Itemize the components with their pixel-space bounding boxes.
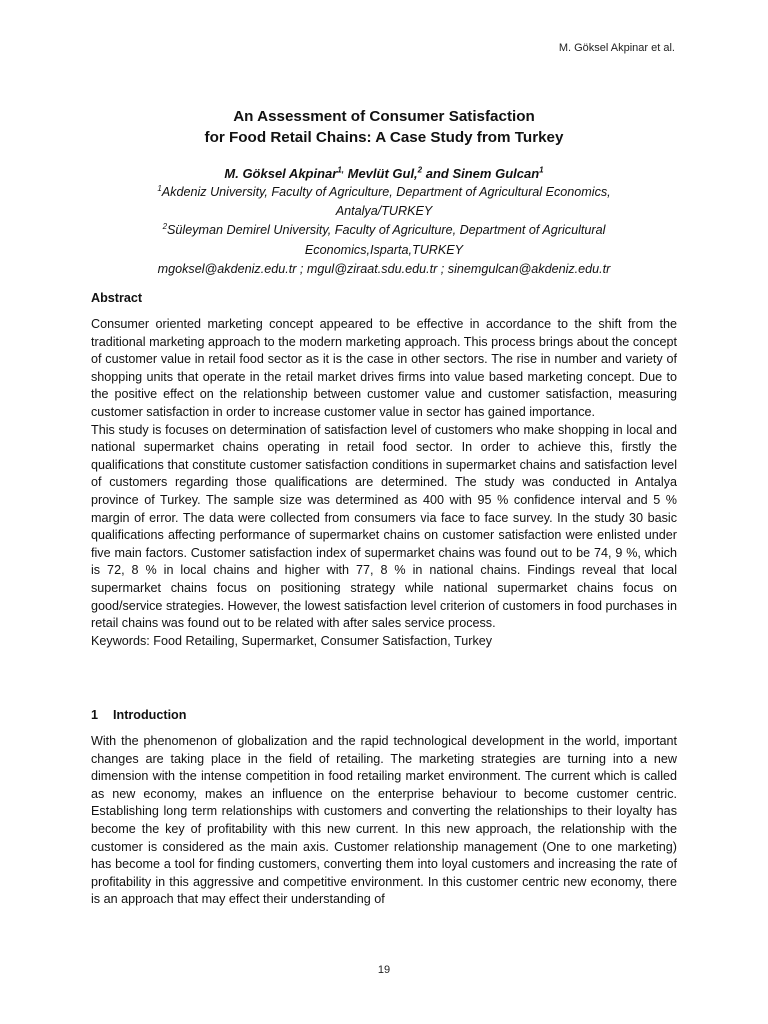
affiliation-1-text: Akdeniz University, Faculty of Agriculture, Department of Agricultural Economics, xyxy=(161,185,611,199)
title-block xyxy=(91,106,677,279)
running-head: M. Göksel Akpinar et al. xyxy=(558,42,675,54)
author-3-affil: 1 xyxy=(539,165,544,175)
abstract-paragraph-2: This study is focuses on determination of satisfaction level of customers who make shopping in local and national supermarket chains operating in retail food sector. In order to achieve this, firstly the qualifications that constitute customer satisfaction conditions in supermarket chains and satisfaction level of customers regarding those qualifications are determined. The study was conducted in Antalya province of Turkey. The sample size was determined as 400 with 95 % confidence interval and 5 % margin of error. The data were collected from consumers via face to face survey. In the study 30 basic qualifications affecting performance of supermarket chains on customer satisfaction were enlisted under five main factors. Customer satisfaction index of supermarket chains was found out to be 74, 9 %, which is 72, 8 % in local chains and higher with 77, 8 % in national chains. Findings reveal that local supermarket chains focus on positioning strategy while national supermarket chains focus on good/service strategies. However, the lowest satisfaction level criterion of customers in food purchases in retail chains was found out to be related with after sales service process. xyxy=(91,422,677,631)
author-3: and Sinem Gulcan xyxy=(422,166,540,181)
author-1: M. Göksel Akpinar xyxy=(224,166,338,181)
author-2-affil: 2 xyxy=(417,165,423,175)
affiliation-2-line-1 xyxy=(91,221,677,240)
affiliation-2-text: Süleyman Demirel University, Faculty of Agriculture, Department of Agricultural xyxy=(167,223,606,238)
affiliation-1-line-2: Antalya/TURKEY xyxy=(335,204,433,219)
author-1-affil: 1, xyxy=(337,165,344,175)
abstract-heading: Abstract xyxy=(91,291,143,305)
section-number: 1 xyxy=(91,708,99,722)
section-heading-introduction xyxy=(91,708,186,722)
affiliation-2-line-2: Economics,Isparta,TURKEY xyxy=(304,242,464,257)
paper-title-line-2: for Food Retail Chains: A Case Study from Turkey xyxy=(204,129,564,146)
author-2: Mevlüt Gul, xyxy=(344,166,418,181)
affiliation-1-marker: 1 xyxy=(157,183,162,193)
introduction-body xyxy=(91,733,677,909)
paper-title-line-1: An Assessment of Consumer Satisfaction xyxy=(233,108,535,125)
keywords: Keywords: Food Retailing, Supermarket, Consumer Satisfaction, Turkey xyxy=(91,633,493,648)
affiliation-2-marker: 2 xyxy=(162,222,168,232)
section-title: Introduction xyxy=(113,708,187,722)
abstract-body xyxy=(91,316,677,650)
page-number: 19 xyxy=(377,964,391,976)
author-emails: mgoksel@akdeniz.edu.tr ; mgul@ziraat.sdu.edu.tr ; sinemgulcan@akdeniz.edu.tr xyxy=(157,261,611,276)
introduction-paragraph-1: With the phenomenon of globalization and the rapid technological development in the world, important changes are taking place in the field of retailing. The marketing strategies are turning into a new dimension with the intense competition in food retailing market environment. The current which is called as new economy, makes an influence on the enterprise behaviour to become customer centric. Establishing long term relationships with customers and converting the relationships to their loyalty has become the key of profitability with this new current. In this new approach, the relationship with the customer is considered as the main axis. Customer relationship management (One to one marketing) has become a tool for finding customers, converting them into loyal customers and increasing the rate of profitability in this aggressive and competitive environment. In this customer centric new economy, there is an approach that may effect their understanding of xyxy=(91,734,677,907)
abstract-paragraph-1: Consumer oriented marketing concept appeared to be effective in accordance to the shift from the traditional marketing approach to the modern marketing approach. This process brings about the concept of customer value in retail food sector as it is the case in other sectors. The rise in number and variety of shopping units that operate in the retail market drives firms into value based marketing concept. Due to the positive effect on the relationship between customer value and customer satisfaction, measuring customer satisfaction in order to increase customer value in sector has gained importance. xyxy=(91,317,677,419)
author-list xyxy=(91,164,677,183)
affiliation-1-line-1 xyxy=(91,183,677,202)
